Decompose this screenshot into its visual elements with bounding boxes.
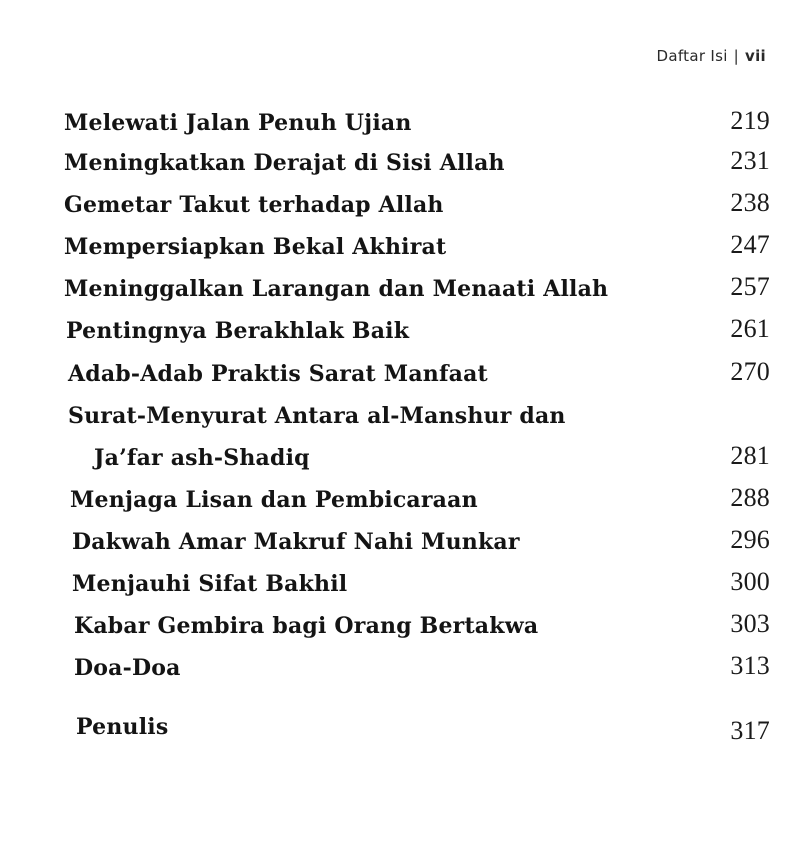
toc-entry-title: Doa-Doa <box>74 655 181 681</box>
header-section-title: Daftar Isi <box>656 47 728 65</box>
toc-entry[interactable] <box>0 230 800 268</box>
header-separator: | <box>733 47 740 65</box>
toc-entry[interactable] <box>0 651 800 689</box>
toc-entry[interactable] <box>0 714 800 748</box>
toc-entry[interactable] <box>0 357 800 395</box>
running-header <box>656 47 766 65</box>
toc-entry-title: Penulis <box>76 714 169 740</box>
toc-entry[interactable] <box>0 403 800 479</box>
toc-entry-page: 231 <box>730 146 770 175</box>
toc-entry-page: 257 <box>730 272 770 301</box>
toc-entry-page: 313 <box>730 651 770 680</box>
toc-entry-page: 219 <box>730 106 770 135</box>
toc-entry-page: 238 <box>730 188 770 217</box>
toc-entry[interactable] <box>0 106 800 144</box>
toc-entry[interactable] <box>0 483 800 521</box>
toc-entry-title: Menjauhi Sifat Bakhil <box>72 571 348 597</box>
toc-entry-page: 281 <box>730 441 770 470</box>
toc-entry-page: 247 <box>730 230 770 259</box>
toc-entry-title: Gemetar Takut terhadap Allah <box>64 192 444 218</box>
toc-entry-title: Meningkatkan Derajat di Sisi Allah <box>64 150 505 176</box>
toc-entry-title: Mempersiapkan Bekal Akhirat <box>64 234 447 260</box>
toc-entry-page: 317 <box>730 716 770 745</box>
toc-entry-title-continuation: Ja’far ash-Shadiq <box>94 445 310 471</box>
toc-entry[interactable] <box>0 314 800 352</box>
toc-entry-page: 296 <box>730 525 770 554</box>
toc-entry-page: 261 <box>730 314 770 343</box>
toc-entry-title: Kabar Gembira bagi Orang Bertakwa <box>74 613 539 639</box>
toc-entry[interactable] <box>0 525 800 563</box>
header-page-number: vii <box>745 47 766 65</box>
toc-entry-title: Dakwah Amar Makruf Nahi Munkar <box>72 529 520 555</box>
toc-entry[interactable] <box>0 188 800 226</box>
toc-entry-title: Meninggalkan Larangan dan Menaati Allah <box>64 276 609 302</box>
toc-entry-title: Adab-Adab Praktis Sarat Manfaat <box>68 361 488 387</box>
toc-entry-title: Menjaga Lisan dan Pembicaraan <box>70 487 478 513</box>
toc-entry[interactable] <box>0 609 800 647</box>
toc-entry-page: 300 <box>730 567 770 596</box>
toc-entry-page: 270 <box>730 357 770 386</box>
toc-entry-title: Pentingnya Berakhlak Baik <box>66 318 410 344</box>
toc-entry-page: 288 <box>730 483 770 512</box>
toc-entry-title: Melewati Jalan Penuh Ujian <box>64 110 412 136</box>
toc-entry[interactable] <box>0 272 800 310</box>
toc-entry-page: 303 <box>730 609 770 638</box>
toc-entry-title: Surat-Menyurat Antara al-Manshur dan <box>68 403 566 429</box>
toc-entry[interactable] <box>0 146 800 184</box>
toc-entry[interactable] <box>0 567 800 605</box>
